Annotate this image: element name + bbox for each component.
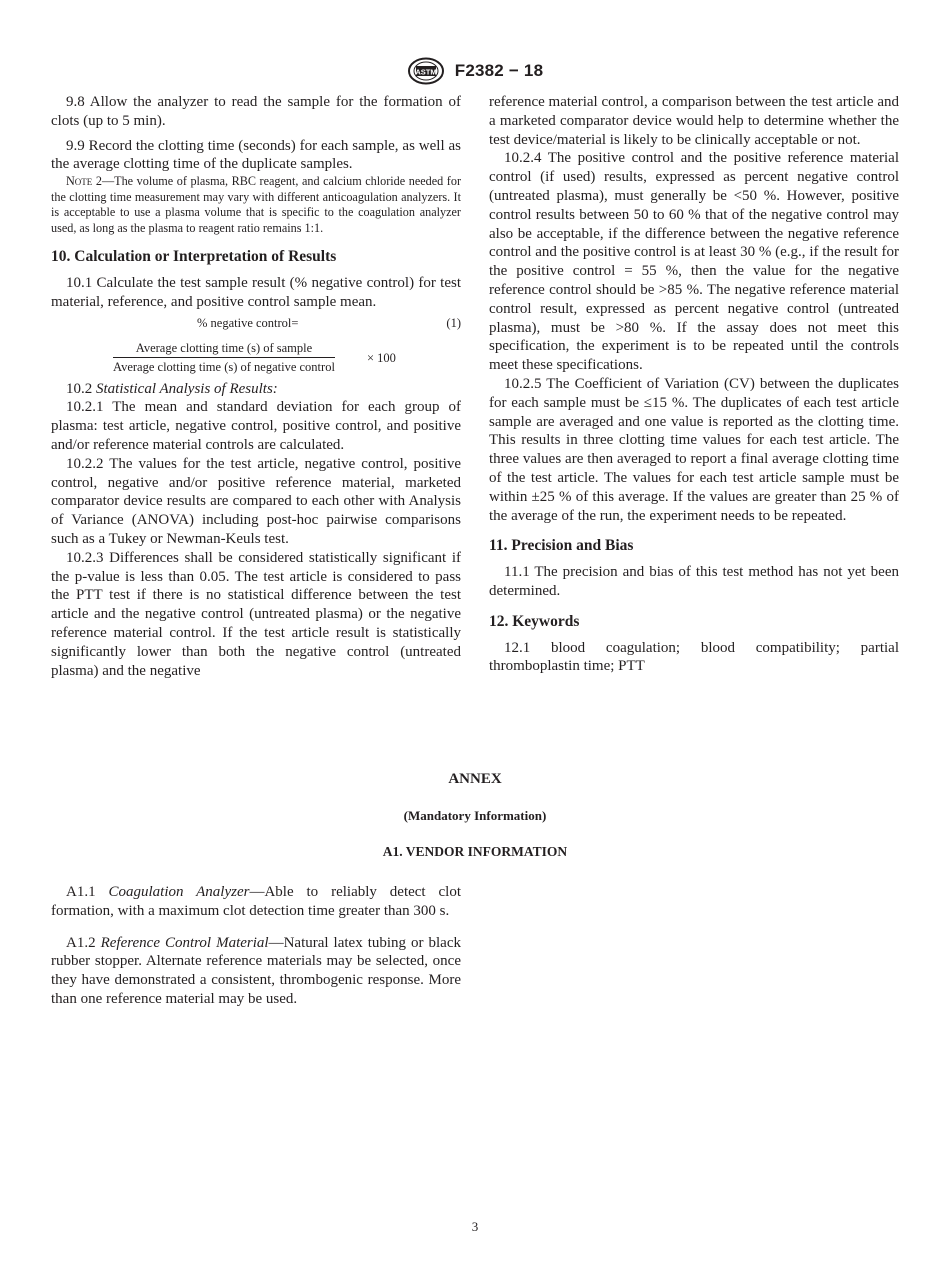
paragraph-11-1: 11.1 The precision and bias of this test method has not yet been determined.: [489, 564, 899, 599]
annex-heading: A1. VENDOR INFORMATION: [382, 844, 568, 859]
paragraph-10-2-5: 10.2.5 The Coefficient of Variation (CV) between the duplicates for each sample must be ≤15 %. The duplicates of each test article sample are averaged and one value is reported as the clotting time. This results in three clotting time values for each test article. The three values are then averaged to report a final average clotting time of the test article. The values for each test article sample must be within ±25 % of this average. If the values are greater than 25 % of the average of the run, the experiment needs to be repeated.: [489, 375, 899, 524]
fraction-denominator: Average clotting time (s) of negative control: [113, 359, 335, 374]
document-designation: F2382 − 18: [454, 61, 544, 80]
paragraph-10-2-2: 10.2.2 The values for the test article, negative control, positive control, negative and/or positive reference material, marketed comparator device results are compared to each other with Analysis of Variance (ANOVA) including post-hoc pairwise comparisons such as a Tukey or Newman-Keuls test.: [51, 455, 461, 547]
paragraph-10-2: 10.2 Statistical Analysis of Results:: [66, 380, 278, 397]
equation-fraction: [51, 338, 461, 378]
paragraph-continuation: reference material control, a comparison between the test article and a marketed comparator device would help to determine whether the test device/material is likely to be clinically acceptable or not.: [489, 94, 899, 148]
paragraph-9-9: 9.9 Record the clotting time (seconds) for each sample, as well as the average clotting time of the duplicate samples.: [51, 137, 461, 173]
page-header: [0, 57, 950, 85]
right-column: [489, 93, 899, 682]
svg-text:ASTM: ASTM: [415, 67, 437, 77]
note-2: [51, 174, 461, 236]
note-text: —The volume of plasma, RBC reagent, and calcium chloride needed for the clotting time measurement may vary with different anticoagulation analyzers. It is acceptable to use a plasma volume that is specific to the coagulation analyzer used, as long as the plasma to reagent ratio remains 1:1.: [51, 174, 462, 235]
fraction-numerator: Average clotting time (s) of sample: [113, 340, 335, 358]
annex-subtitle: (Mandatory Information): [403, 808, 547, 823]
equation-lhs: % negative control=: [197, 315, 299, 330]
paragraph-a1-2: A1.2 Reference Control Material—Natural latex tubing or black rubber stopper. Alternate reference materials may be selected, once they have demonstrated a consistent, thrombogenic response. More than one reference material may be used.: [51, 934, 461, 1007]
section-11-heading: 11. Precision and Bias: [489, 537, 634, 555]
paragraph-10-1: 10.1 Calculate the test sample result (% negative control) for test material, reference, and positive control sample mean.: [51, 274, 461, 310]
page-number: 3: [471, 1219, 479, 1234]
paragraph-10-2-4: 10.2.4 The positive control and the positive reference material control (if used) results, expressed as percent negative control (untreated plasma), must generally be <50 %. However, positive control results between 50 to 60 % that of the negative control may also be acceptable, if the difference between the negative reference control and the positive control is at least 30 % (e.g., if the result for the positive control = 55 %, then the value for the negative reference control should be >85 %. The negative reference material control result, expressed as percent negative control (untreated plasma), must be >80 %. If the assay does not meet this specification, the experiment is to be repeated until the controls meet these specifications.: [489, 150, 899, 374]
paragraph-10-2-1: 10.2.1 The mean and standard deviation for each group of plasma: test article, negative control, positive control, and positive and/or reference material controls are calculated.: [51, 399, 461, 453]
a1-2-title: Reference Control Material: [100, 934, 269, 951]
paragraph-10-2-3: 10.2.3 Differences shall be considered statistically significant if the p-value is less than 0.05. The test article is considered to pass the PTT test if there is no statistical difference between the test article and the negative control (untreated plasma) or the negative reference material control. If the test article result is statistically significantly lower than both the negative control (untreated plasma) and the negative: [51, 549, 461, 679]
a1-1-title: Coagulation Analyzer: [108, 884, 250, 900]
fraction-multiplier: × 100: [367, 350, 396, 365]
paragraph-a1-1: A1.1 Coagulation Analyzer—Able to reliably detect clot formation, with a maximum clot detection time greater than 300 s.: [51, 884, 461, 919]
equation-number: (1): [446, 315, 461, 330]
paragraph-10-2-title: Statistical Analysis of Results:: [96, 380, 278, 397]
equation-1: [51, 312, 461, 338]
annex-body: [51, 883, 461, 1022]
paragraph-9-8: 9.8 Allow the analyzer to read the sample for the formation of clots (up to 5 min).: [51, 94, 461, 129]
annex-title: ANNEX: [448, 771, 502, 787]
astm-logo-icon: [407, 57, 445, 85]
left-column: [51, 93, 461, 680]
section-12-heading: 12. Keywords: [489, 612, 580, 630]
paragraph-12-1: 12.1 blood coagulation; blood compatibility; partial thromboplastin time; PTT: [489, 639, 899, 675]
section-10-heading: 10. Calculation or Interpretation of Results: [51, 248, 337, 266]
note-label: Note 2: [66, 174, 102, 189]
